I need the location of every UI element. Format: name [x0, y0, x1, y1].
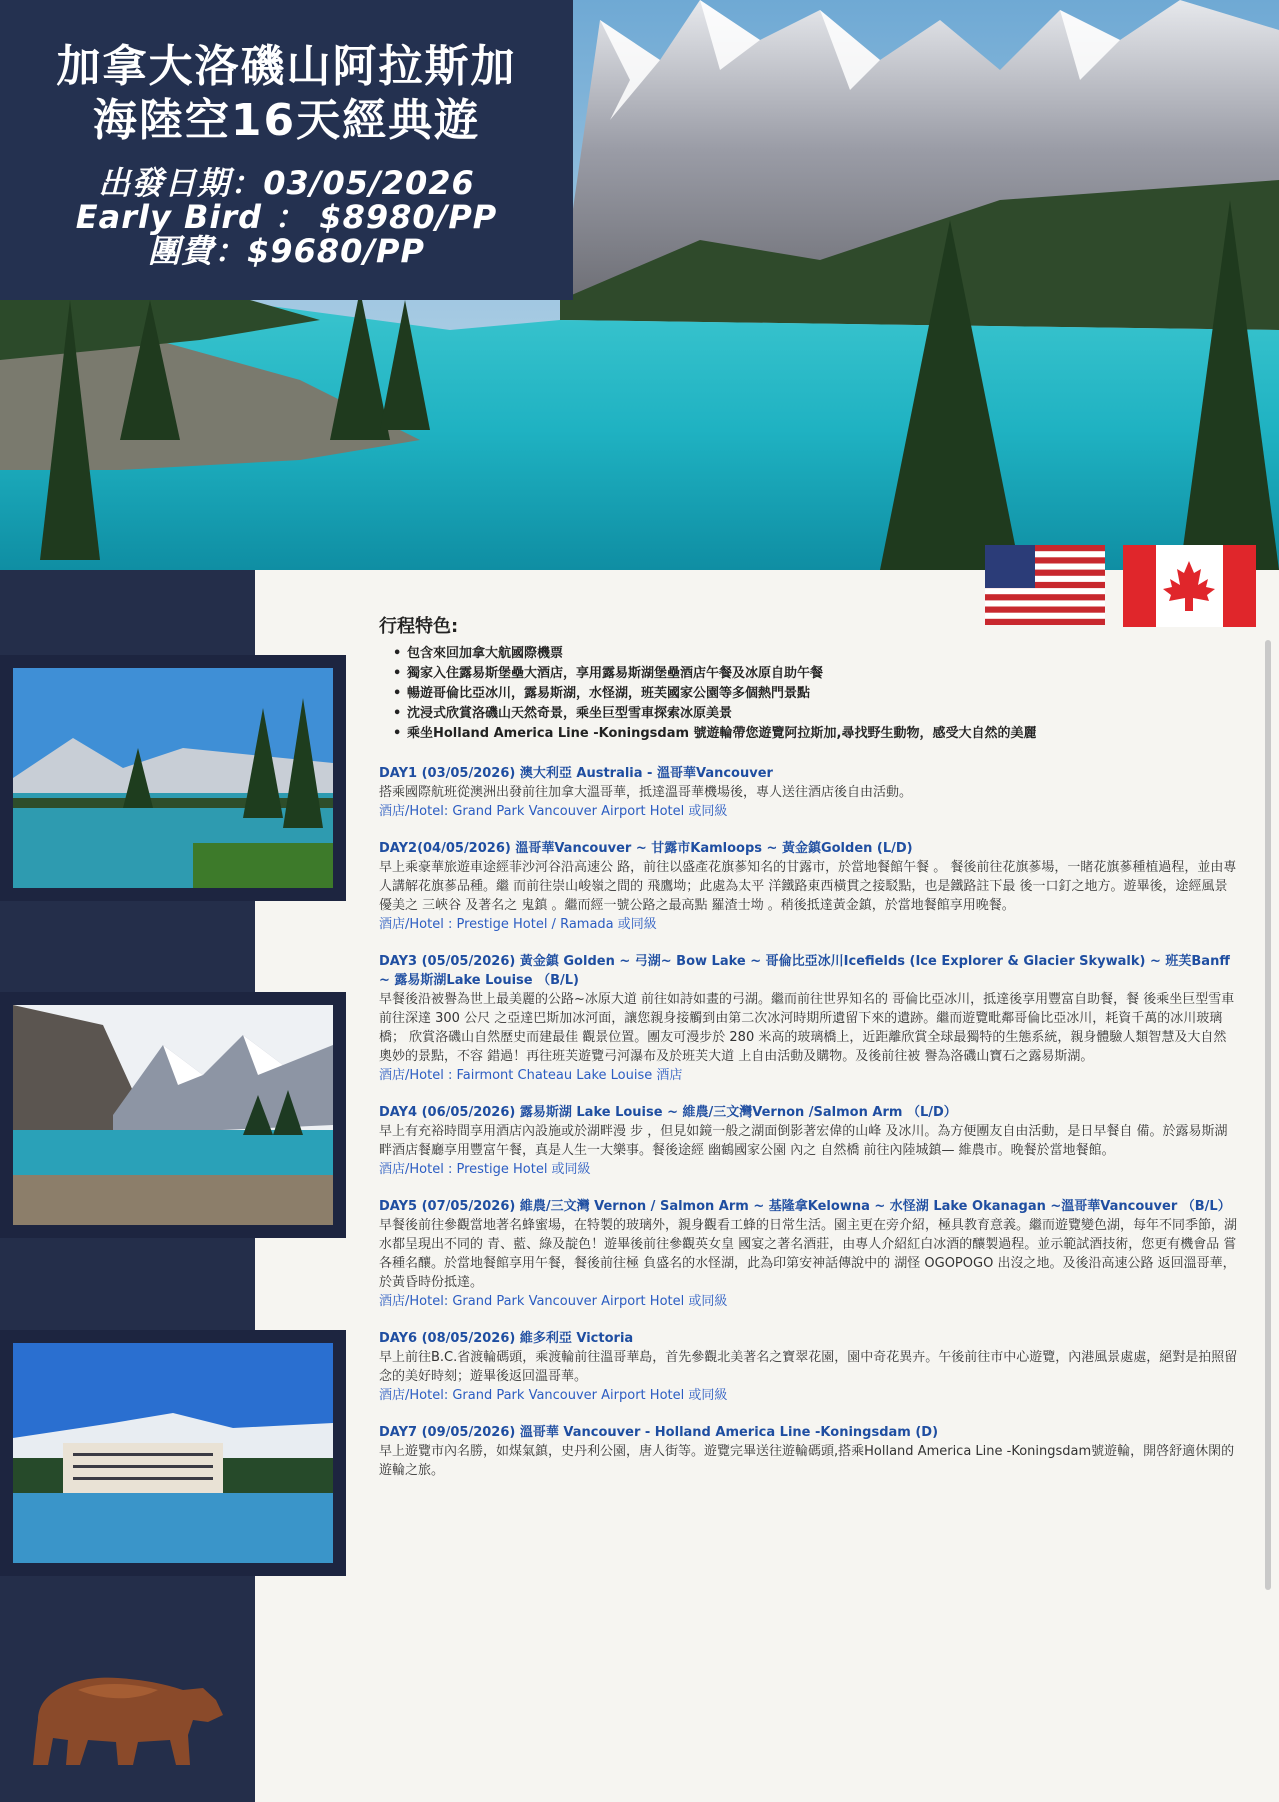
day-title: DAY5 (07/05/2026) 維農/三文灣 Vernon / Salmon Arm ~ 基隆拿Kelowna ~ 水怪湖 Lake Okanagan ~溫哥華Vancouver （B/L） [379, 1199, 1231, 1214]
day-description: 早上乘豪華旅遊車途經菲沙河谷沿高速公 路，前往以盛產花旗蔘知名的甘露市，於當地餐館午餐 。 餐後前往花旗蔘場，一睹花旗蔘種植過程，並由專人講解花旗蔘品種。繼 而前往崇山峻嶺之間的 飛鷹坳；此處為太平 洋鐵路東西橫貫之接駁點，也是鐵路註下最 後一口釘之地方。遊畢後，途經風景優美之 三峽谷 及著名之 鬼鎮 。繼而經一號公路之最高點 羅渣士坳 。稍後抵達黃金鎮，於當地餐館享用晚餐。 [379, 860, 1237, 913]
feature-item: • 暢遊哥倫比亞冰川，露易斯湖，水怪湖，班芙國家公園等多個熱門景點 [393, 684, 1239, 704]
day-hotel: 酒店/Hotel : Prestige Hotel 或同級 [379, 1162, 591, 1177]
day-description: 搭乘國際航班從澳洲出發前往加拿大溫哥華，抵達溫哥華機場後，專人送往酒店後自由活動。 [379, 785, 913, 800]
day-description: 早餐後沿被譽為世上最美麗的公路~冰原大道 前往如詩如畫的弓湖。繼而前往世界知名的 哥倫比亞冰川，抵達後享用豐富自助餐，餐 後乘坐巨型雪車前往深達 300 公尺 之亞達巴斯加冰河面，讓您親身接觸到由第二次冰河時期所遺留下來的遺跡。繼而遊覽毗鄰哥倫比亞冰川，耗資千萬的冰川玻璃橋； 欣賞洛磯山自然歷史而建最佳 觀景位置。團友可漫步於 280 米高的玻璃橋上，近距離欣賞全球最獨特的生態系統，親身體驗人類智慧及大自然奧妙的景點，不容 錯過！再往班芙遊覽弓河瀑布及於班芙大道 上自由活動及購物。及後前往被 譽為洛磯山寶石之露易斯湖。 [379, 992, 1235, 1064]
tour-title-line1: 加拿大洛磯山阿拉斯加 [56, 41, 517, 92]
scrollbar[interactable] [1265, 640, 1271, 1590]
day-hotel: 酒店/Hotel: Grand Park Vancouver Airport Hotel 或同級 [379, 804, 728, 819]
feature-item: • 獨家入住露易斯堡壘大酒店，享用露易斯湖堡壘酒店午餐及冰原自助午餐 [393, 664, 1239, 684]
day-description: 早上前往B.C.省渡輪碼頭，乘渡輪前往溫哥華島，首先參觀北美著名之寶翠花園，園中奇花異卉。午後前往市中心遊覽，內港風景處處，絕對是拍照留念的美好時刻；遊畢後返回溫哥華。 [379, 1350, 1238, 1384]
day-hotel: 酒店/Hotel: Grand Park Vancouver Airport Hotel 或同級 [379, 1388, 728, 1403]
hero-image [0, 0, 1279, 570]
day-description: 早上遊覽市內名勝，如煤氣鎮，史丹利公園，唐人街等。遊覽完畢送往遊輪碼頭,搭乘Holland America Line -Koningsdam號遊輪，開啓舒適休閑的遊輪之旅。 [379, 1444, 1235, 1478]
photo-chateau-lake-louise [0, 1330, 346, 1576]
chateau-image [13, 1343, 333, 1563]
day-5 [379, 1197, 1239, 1311]
lake-island-image [13, 668, 333, 888]
day-hotel: 酒店/Hotel : Fairmont Chateau Lake Louise 酒店 [379, 1068, 683, 1083]
tour-title-line2: 海陸空16天經典遊 [92, 95, 481, 146]
bear-icon [18, 1660, 228, 1770]
features-title: 行程特色: [379, 616, 459, 637]
day-4 [379, 1103, 1239, 1179]
day-description: 早上有充裕時間享用酒店內設施或於湖畔漫 步 ，但見如鏡一般之湖面倒影著宏偉的山峰 及冰川。為方便團友自由活動，是日早餐自 備。於露易斯湖畔酒店餐廳享用豐富午餐，真是人生一大樂事。餐後途經 幽鶴國家公園 內之 自然橋 前往內陸城鎮— 維農市。晚餐於當地餐館。 [379, 1124, 1228, 1158]
feature-item: • 包含來回加拿大航國際機票 [393, 644, 1239, 664]
photo-spirit-island [0, 655, 346, 901]
itinerary-content [379, 612, 1239, 1498]
departure-date: 出發日期：03/05/2026 [98, 164, 475, 202]
day-title: DAY3 (05/05/2026) 黃金鎮 Golden ~ 弓湖~ Bow Lake ~ 哥倫比亞冰川Icefields (Ice Explorer & Glacier Skywalk) ~ 班芙Banff ~ 露易斯湖Lake Louise （B/L) [379, 954, 1230, 988]
day-3 [379, 952, 1239, 1085]
feature-item: • 乘坐Holland America Line -Koningsdam 號遊輪帶您遊覽阿拉斯加,尋找野生動物，感受大自然的美麗 [393, 724, 1239, 744]
photo-moraine-lake [0, 992, 346, 1238]
day-2 [379, 839, 1239, 934]
day-description: 早餐後前往參觀當地著名蜂蜜場，在特製的玻璃外，親身觀看工蜂的日常生活。園主更在旁介紹，極具教育意義。繼而遊覽變色湖，每年不同季節，湖水都呈現出不同的 青、藍、綠及靛色！遊畢後前往參觀英女皇 國宴之著名酒莊，由專人介紹紅白冰酒的釀製過程。並示範試酒技術，您更有機會品 嘗各種名釀。於當地餐館享用午餐，餐後前往極 負盛名的水怪湖，此為印第安神話傳說中的 湖怪 OGOPOGO 出沒之地。及後沿高速公路 返回溫哥華，於黃昏時份抵達。 [379, 1218, 1238, 1290]
day-hotel: 酒店/Hotel : Prestige Hotel / Ramada 或同級 [379, 917, 657, 932]
early-bird-price: Early Bird ： $8980/PP [75, 198, 498, 236]
day-title: DAY7 (09/05/2026) 溫哥華 Vancouver - Holland America Line -Koningsdam (D) [379, 1425, 939, 1440]
day-title: DAY4 (06/05/2026) 露易斯湖 Lake Louise ~ 維農/三文灣Vernon /Salmon Arm （L/D） [379, 1105, 957, 1120]
day-title: DAY2(04/05/2026) 溫哥華Vancouver ~ 甘露市Kamloops ~ 黃金鎮Golden (L/D) [379, 841, 913, 856]
feature-item: • 沈浸式欣賞洛磯山天然奇景，乘坐巨型雪車探索冰原美景 [393, 704, 1239, 724]
day-hotel: 酒店/Hotel: Grand Park Vancouver Airport Hotel 或同級 [379, 1294, 728, 1309]
day-1 [379, 764, 1239, 821]
tour-price: 團費：$9680/PP [148, 232, 425, 270]
day-title: DAY6 (08/05/2026) 維多利亞 Victoria [379, 1331, 634, 1346]
features-list [393, 644, 1239, 744]
day-title: DAY1 (03/05/2026) 澳大利亞 Australia - 溫哥華Vancouver [379, 766, 773, 781]
day-6 [379, 1329, 1239, 1405]
day-7 [379, 1423, 1239, 1480]
moraine-lake-image [13, 1005, 333, 1225]
title-banner [0, 0, 573, 300]
